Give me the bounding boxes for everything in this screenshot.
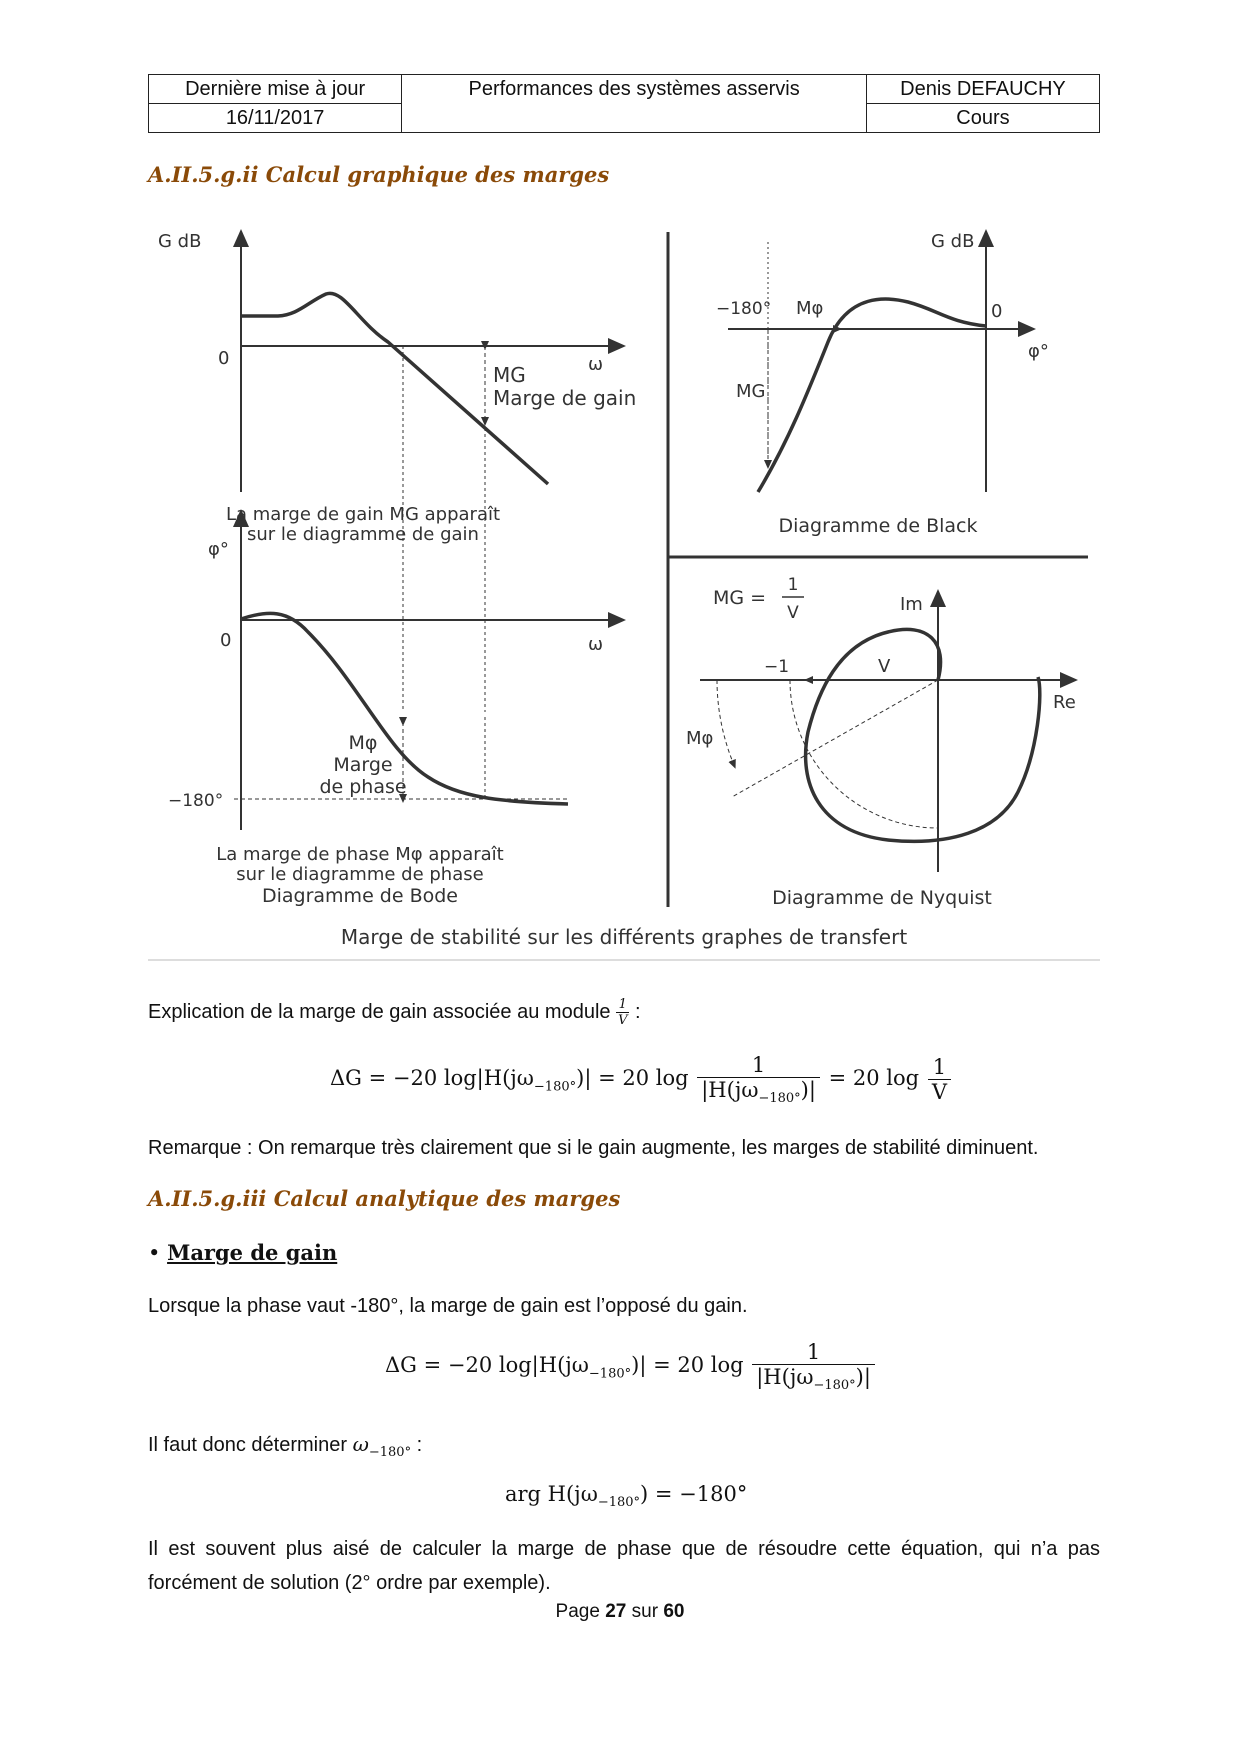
bode-phase-tick-180: −180°: [168, 791, 224, 811]
nyquist-mphi-label: Mφ: [686, 728, 714, 749]
black-phase-tick: −180°: [716, 299, 772, 319]
footer-page: 27: [605, 1601, 627, 1622]
eq2-frac-den-b: )|: [855, 1365, 871, 1389]
bode-phase-axis-label: φ°: [208, 539, 229, 560]
equation-arg: [505, 1482, 747, 1510]
explanation-line: [148, 995, 1100, 1029]
nyquist-title: Diagramme de Nyquist: [772, 887, 992, 909]
eq1-fraction-2: [928, 1055, 951, 1104]
eq2-frac-den: [752, 1364, 875, 1393]
eq2-frac-den-a: |H(jω: [756, 1365, 814, 1389]
bode-phase-note-2: sur le diagramme de phase: [236, 864, 484, 885]
header-doc-title: Performances des systèmes asservis: [402, 75, 867, 133]
eq1-mid: )| = 20 log: [576, 1066, 689, 1091]
nyquist-im-label: Im: [900, 594, 923, 615]
nyquist-mg-formula-num: 1: [787, 575, 799, 595]
eq1-frac-den-a: |H(jω: [701, 1078, 759, 1102]
header-doc-type: Cours: [866, 104, 1099, 133]
para-determine-omega: [148, 1427, 1100, 1470]
para-phase-180: Lorsque la phase vaut -180°, la marge de gain est l’opposé du gain.: [148, 1295, 748, 1317]
black-zero-label: 0: [991, 301, 1003, 322]
bode-mg-label: MG: [493, 363, 526, 387]
bode-gain-zero-label: 0: [218, 348, 230, 369]
nyquist-minus-one-label: −1: [764, 657, 790, 677]
eq1-frac-den: [697, 1077, 820, 1106]
footer-sep: sur: [631, 1601, 659, 1622]
eq1-tail: = 20 log: [828, 1066, 920, 1091]
eq1-fraction: [697, 1053, 820, 1106]
eq2-sub: −180°: [588, 1366, 632, 1382]
bode-title: Diagramme de Bode: [261, 885, 459, 907]
eq1-frac2-den: V: [928, 1079, 951, 1104]
footer-total: 60: [663, 1601, 685, 1622]
eq1-sub: −180°: [533, 1079, 577, 1095]
equation-delta-g-full: [330, 1053, 953, 1106]
bode-phase-zero-label: 0: [220, 630, 232, 651]
nyquist-curve: [806, 629, 1040, 841]
bode-phase-note-1: La marge de phase Mφ apparaît: [216, 844, 504, 865]
remark-text: Remarque : On remarque très clairement que si le gain augmente, les marges de stabilité diminuent.: [148, 1137, 1039, 1159]
header-author: Denis DEFAUCHY: [866, 75, 1099, 104]
header-date: 16/11/2017: [149, 104, 402, 133]
eq2-frac-den-sub: −180°: [813, 1378, 856, 1394]
bullet-gain-margin: [148, 1240, 337, 1265]
para2-sub: −180°: [368, 1445, 412, 1460]
nyquist-mphi-line: [732, 680, 938, 797]
bode-gain-note-2: sur le diagramme de gain: [247, 524, 479, 545]
nyquist-mg-formula-den: V: [787, 603, 799, 623]
eq2-frac-num: 1: [806, 1340, 821, 1364]
eq3-rhs: ) = −180°: [640, 1482, 748, 1506]
figure-caption: Marge de stabilité sur les différents graphes de transfert: [340, 925, 908, 949]
bode-gain-note-1: La marge de gain MG apparaît: [225, 504, 501, 525]
footer-prefix: Page: [555, 1601, 600, 1622]
header-last-update-label: Dernière mise à jour: [149, 75, 402, 104]
eq3-lhs: arg H(jω: [505, 1482, 598, 1506]
nyquist-unit-circle: [790, 680, 938, 828]
bullet-symbol: •: [148, 1241, 161, 1265]
bode-mphi-caption-2: de phase: [319, 776, 407, 798]
para-phase-margin-note: Il est souvent plus aisé de calculer la marge de phase que de résoudre cette équation, qui n’a pas forcément de solution (2° ordre par exemple).: [148, 1538, 1100, 1594]
black-mg-label: MG: [736, 381, 766, 402]
eq2-lhs: ΔG = −20 log|H(jω: [385, 1353, 589, 1378]
eq1-frac-den-b: )|: [800, 1078, 816, 1102]
eq2-mid: )| = 20 log: [631, 1353, 744, 1378]
eq3-sub: −180°: [597, 1495, 641, 1511]
nyquist-mg-formula-lhs: MG =: [713, 587, 767, 609]
para2-text: Il faut donc déterminer: [148, 1434, 347, 1456]
para2-omega: ω: [352, 1432, 369, 1456]
bode-phase-omega-label: ω: [588, 634, 604, 655]
nyquist-v-label: V: [878, 656, 891, 677]
black-title: Diagramme de Black: [778, 515, 978, 537]
explanation-frac-num: 1: [618, 997, 627, 1013]
explanation-colon: :: [635, 1001, 641, 1023]
bode-gain-axis-label: G dB: [158, 231, 202, 252]
bode-mphi-label: Mφ: [348, 732, 378, 754]
nyquist-re-label: Re: [1053, 692, 1076, 713]
eq1-frac2-num: 1: [932, 1055, 947, 1080]
bullet-title: Marge de gain: [167, 1240, 338, 1265]
eq1-frac-den-sub: −180°: [758, 1091, 801, 1107]
black-phi-axis-label: φ°: [1028, 341, 1049, 362]
explanation-frac-den: V: [618, 1013, 628, 1029]
bode-omega-label: ω: [588, 354, 604, 375]
stability-margins-figure: [148, 222, 1100, 962]
bode-mg-caption: Marge de gain: [493, 386, 637, 410]
explanation-text: Explication de la marge de gain associée au module: [148, 1001, 611, 1023]
para2-colon: :: [411, 1434, 423, 1456]
header-table: [148, 74, 1100, 133]
black-curve: [758, 299, 986, 492]
page-footer: [0, 1601, 1240, 1623]
bode-mphi-caption-1: Marge: [333, 754, 393, 776]
section-title-graphical: A.II.5.g.ii Calcul graphique des marges: [148, 162, 610, 187]
explanation-fraction: [616, 997, 629, 1028]
black-gain-axis-label: G dB: [931, 231, 975, 252]
black-mphi-label: Mφ: [796, 298, 824, 319]
section-title-analytical: A.II.5.g.iii Calcul analytique des marges: [148, 1186, 621, 1211]
equation-delta-g: [385, 1340, 877, 1393]
eq2-fraction: [752, 1340, 875, 1393]
eq1-lhs: ΔG = −20 log|H(jω: [330, 1066, 534, 1091]
eq1-frac-num: 1: [751, 1053, 766, 1077]
nyquist-mphi-arc: [717, 680, 734, 765]
